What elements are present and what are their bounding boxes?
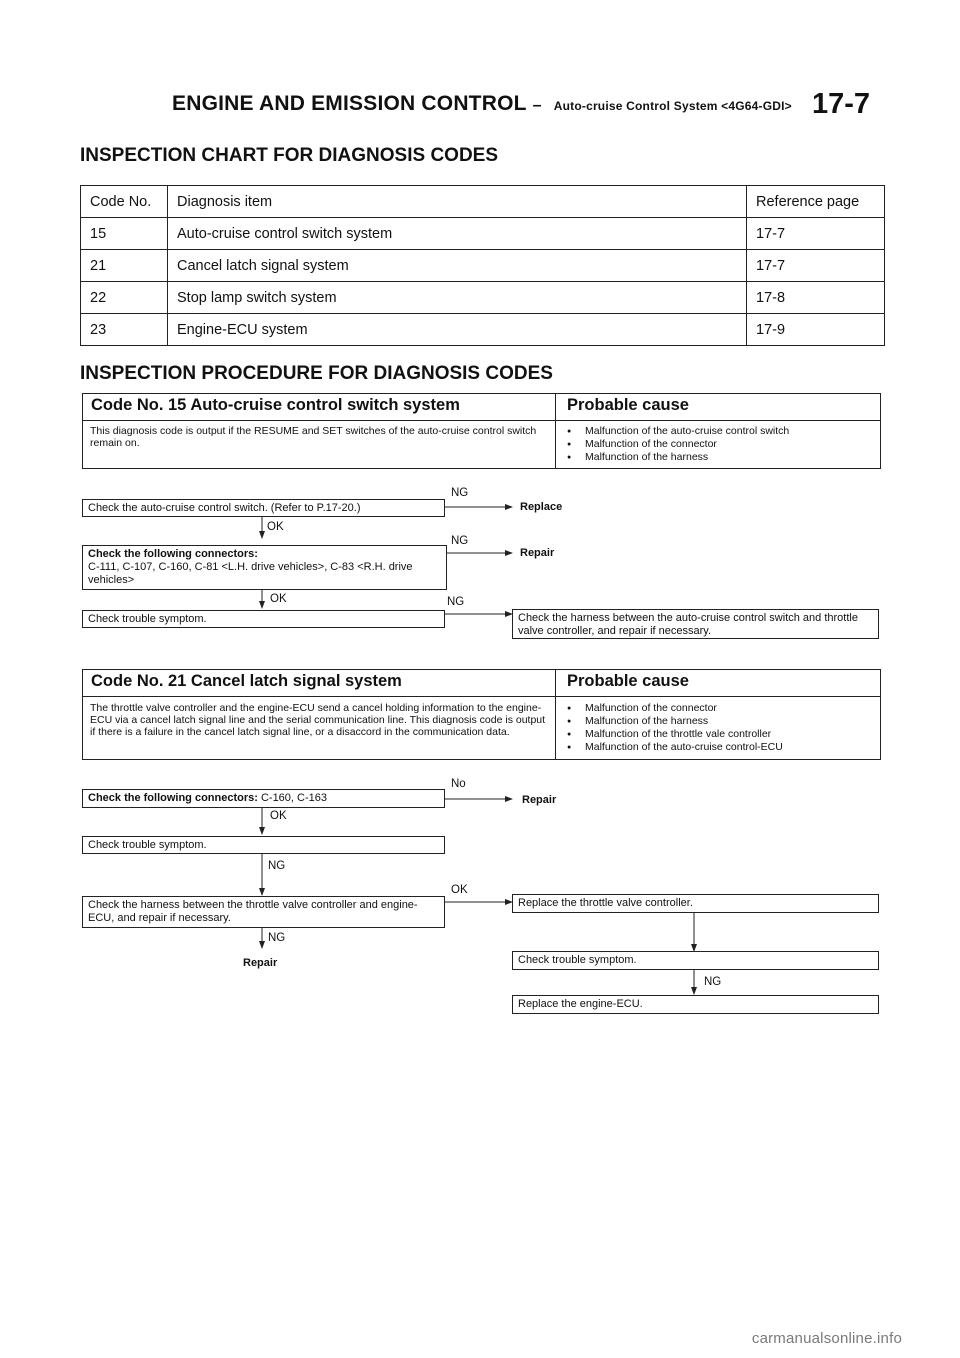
repair-result: Repair: [520, 547, 555, 559]
ok-label: OK: [267, 521, 284, 533]
item-cell: Stop lamp switch system: [168, 282, 747, 314]
cause-item: ● Malfunction of the auto-cruise control-ECU: [567, 741, 783, 754]
ok-label: OK: [451, 884, 468, 896]
divider: [555, 670, 556, 759]
code-cell: 15: [81, 218, 168, 250]
code21-step1-box: [82, 789, 445, 808]
repair-result: Repair: [243, 957, 278, 969]
header-reference-page: Reference page: [747, 186, 885, 218]
code15-harness-box: Check the harness between the auto-cruise control switch and throttle valve controller, and repair if necessary.: [512, 609, 879, 639]
check-symptom-box: Check trouble symptom.: [512, 951, 879, 970]
replace-throttle-box: Replace the throttle valve controller.: [512, 894, 879, 913]
ng-label: NG: [451, 487, 469, 499]
code15-title: Code No. 15 Auto-cruise control switch system: [91, 396, 460, 414]
page-number: 17-7: [812, 88, 871, 120]
code21-description: The throttle valve controller and the engine-ECU send a cancel holding information to the engine-ECU via a cancel latch signal line and the serial communication line. This diagnosis code is output if there is a failure in the cancel latch signal line, or a disaccord in the communication data.: [90, 702, 546, 738]
ok-label: OK: [270, 810, 287, 822]
cause-item: ● Malfunction of the throttle vale controller: [567, 728, 783, 741]
subsection-title: Auto-cruise Control System <4G64-GDI>: [553, 99, 792, 113]
code15-step2-box: [82, 545, 447, 590]
item-cell: Auto-cruise control switch system: [168, 218, 747, 250]
step1-connectors: C-160, C-163: [257, 792, 327, 804]
code21-step3-box: Check the harness between the throttle valve controller and engine-ECU, and repair if necessary.: [82, 896, 445, 928]
repair-result: Repair: [522, 794, 557, 806]
code15-description: This diagnosis code is output if the RESUME and SET switches of the auto-cruise control switch remain on.: [90, 425, 537, 449]
cause-item: ● Malfunction of the harness: [567, 715, 783, 728]
step1-heading: Check the following connectors:: [88, 792, 258, 804]
step2-heading: Check the following connectors:: [88, 548, 258, 560]
section-title: ENGINE AND EMISSION CONTROL: [172, 92, 527, 115]
item-cell: Engine-ECU system: [168, 314, 747, 346]
ng-label: NG: [268, 932, 286, 944]
code21-step2-box: Check trouble symptom.: [82, 836, 445, 854]
header-diagnosis-item: Diagnosis item: [168, 186, 747, 218]
chart-title: INSPECTION CHART FOR DIAGNOSIS CODES: [80, 145, 499, 166]
cause-item: ● Malfunction of the connector: [567, 702, 783, 715]
footer-watermark: carmanualsonline.info: [751, 1330, 902, 1347]
ng-label: NG: [451, 535, 469, 547]
replace-result: Replace: [520, 501, 563, 513]
cause-item: ● Malfunction of the harness: [567, 451, 789, 464]
code21-cause-title: Probable cause: [567, 672, 689, 690]
cause-item: ● Malfunction of the connector: [567, 438, 789, 451]
header-code-no: Code No.: [81, 186, 168, 218]
code15-step1-box: Check the auto-cruise control switch. (Refer to P.17-20.): [82, 499, 445, 517]
replace-ecu-box: Replace the engine-ECU.: [512, 995, 879, 1014]
ok-label: OK: [270, 593, 287, 605]
code21-causes: [567, 702, 783, 754]
page-cell: 17-7: [747, 250, 885, 282]
code15-step3-box: Check trouble symptom.: [82, 610, 445, 628]
header-dash: –: [532, 97, 542, 114]
ng-label: NG: [704, 976, 722, 988]
page-cell: 17-9: [747, 314, 885, 346]
code21-info-box: [82, 669, 881, 760]
code-cell: 23: [81, 314, 168, 346]
item-cell: Cancel latch signal system: [168, 250, 747, 282]
code15-cause-title: Probable cause: [567, 396, 689, 414]
step2-connectors: C-111, C-107, C-160, C-81 <L.H. drive vehicles>, C-83 <R.H. drive vehicles>: [88, 561, 413, 586]
code-cell: 21: [81, 250, 168, 282]
code-cell: 22: [81, 282, 168, 314]
ng-label: NG: [447, 596, 465, 608]
page-cell: 17-7: [747, 218, 885, 250]
ng-label: NG: [268, 860, 286, 872]
code21-title: Code No. 21 Cancel latch signal system: [91, 672, 402, 690]
no-label: No: [451, 778, 466, 790]
page-cell: 17-8: [747, 282, 885, 314]
procedure-title: INSPECTION PROCEDURE FOR DIAGNOSIS CODES: [80, 363, 553, 384]
cause-item: ● Malfunction of the auto-cruise control switch: [567, 425, 789, 438]
